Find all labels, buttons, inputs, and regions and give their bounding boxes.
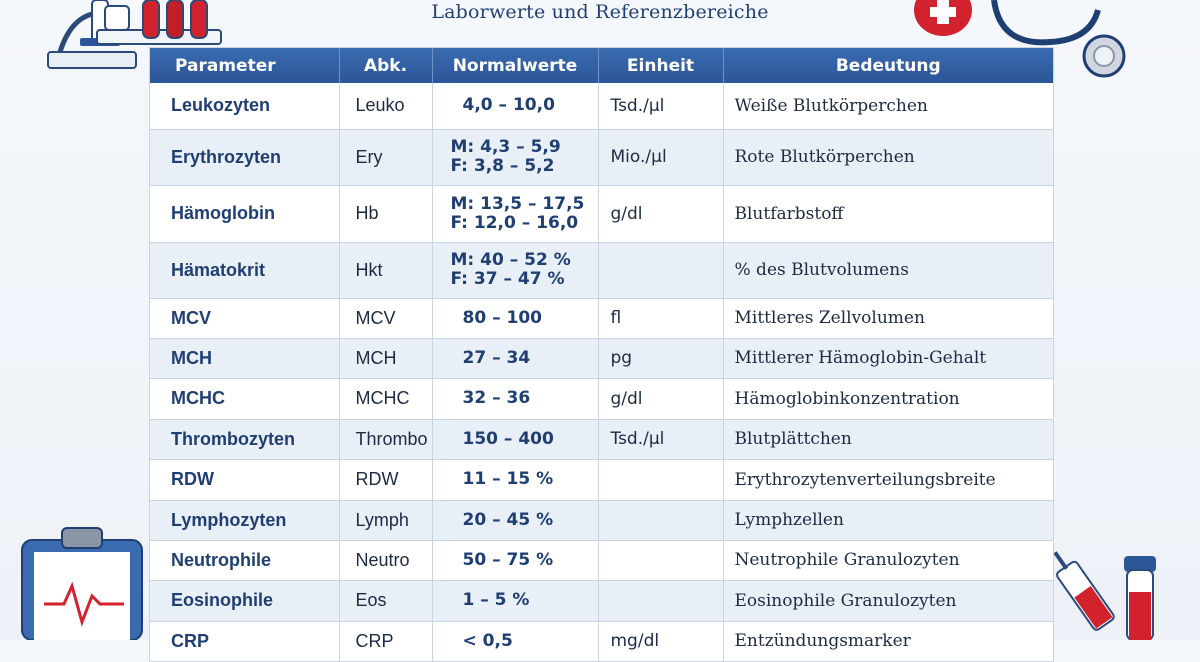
normal-value-line: < 0,5 [462, 630, 513, 651]
cell-normalwerte [432, 83, 598, 129]
table-row [150, 540, 1053, 580]
blood-tube-icon [1118, 556, 1162, 640]
cell-einheit: g/dl [598, 185, 723, 242]
cell-parameter: MCHC [150, 378, 339, 419]
cell-abk: Leuko [339, 83, 432, 129]
normal-value-line: M: 13,5 – 17,5 [450, 193, 585, 214]
table-row [150, 580, 1053, 621]
cell-bedeutung: Lymphzellen [723, 500, 1053, 540]
header-abk: Abk. [339, 48, 432, 83]
cell-einheit [598, 540, 723, 580]
normal-value-line: 11 – 15 % [462, 469, 554, 489]
cell-einheit: g/dl [598, 378, 723, 419]
header-bedeutung: Bedeutung [723, 48, 1053, 83]
cell-abk: MCV [339, 298, 432, 338]
cell-bedeutung: Erythrozytenverteilungsbreite [723, 459, 1053, 500]
cell-normalwerte [432, 242, 598, 298]
table-row [150, 500, 1053, 540]
first-aid-icon [912, 0, 974, 36]
cell-parameter: MCH [150, 338, 339, 378]
normal-value-line: 150 – 400 [462, 428, 554, 449]
header-einheit: Einheit [598, 48, 723, 83]
header-normalwerte: Normalwerte [432, 48, 598, 83]
cell-parameter: Lymphozyten [150, 500, 339, 540]
cell-abk: MCH [339, 338, 432, 378]
page-title: Laborwerte und Referenzbereiche [431, 1, 769, 23]
normal-value-line: F: 3,8 – 5,2 [450, 156, 555, 176]
cell-einheit: Mio./µl [598, 129, 723, 185]
cell-bedeutung: Blutplättchen [723, 419, 1053, 459]
cell-bedeutung: Mittlerer Hämoglobin-Gehalt [723, 338, 1053, 378]
normal-value-line: 32 – 36 [462, 388, 531, 408]
cell-bedeutung: Blutfarbstoff [723, 185, 1053, 242]
cell-bedeutung: Entzündungsmarker [723, 621, 1053, 661]
normal-value-line: M: 4,3 – 5,9 [450, 137, 561, 157]
table-row [150, 459, 1053, 500]
cell-einheit [598, 242, 723, 298]
cell-parameter: Eosinophile [150, 580, 339, 621]
cell-normalwerte [432, 419, 598, 459]
normal-value-line: 50 – 75 % [462, 549, 554, 570]
cell-bedeutung: Hämoglobinkonzentration [723, 378, 1053, 419]
cell-bedeutung: Rote Blutkörperchen [723, 129, 1053, 185]
table-row [150, 298, 1053, 338]
cell-normalwerte [432, 129, 598, 185]
cell-parameter: Hämatokrit [150, 242, 339, 298]
cell-bedeutung: Eosinophile Granulozyten [723, 580, 1053, 621]
cell-abk: Lymph [339, 500, 432, 540]
clipboard-ecg-icon [20, 526, 150, 640]
cell-abk: RDW [339, 459, 432, 500]
table-header-row [150, 48, 1053, 83]
cell-abk: Hb [339, 185, 432, 242]
cell-einheit [598, 580, 723, 621]
cell-bedeutung: % des Blutvolumens [723, 242, 1053, 298]
table-row [150, 378, 1053, 419]
cell-einheit: pg [598, 338, 723, 378]
cell-normalwerte [432, 298, 598, 338]
cell-normalwerte [432, 185, 598, 242]
cell-parameter: Neutrophile [150, 540, 339, 580]
table-row [150, 242, 1053, 298]
normal-value-line: 1 – 5 % [462, 590, 530, 610]
cell-einheit: Tsd./µl [598, 419, 723, 459]
cell-abk: MCHC [339, 378, 432, 419]
cell-parameter: Erythrozyten [150, 129, 339, 185]
cell-bedeutung: Weiße Blutkörperchen [723, 83, 1053, 129]
cell-einheit: Tsd./µl [598, 83, 723, 129]
cell-parameter: MCV [150, 298, 339, 338]
table-row [150, 338, 1053, 378]
cell-bedeutung: Mittleres Zellvolumen [723, 298, 1053, 338]
normal-value-line: 80 – 100 [462, 307, 542, 328]
table-row [150, 129, 1053, 185]
cell-einheit [598, 459, 723, 500]
cell-normalwerte [432, 540, 598, 580]
cell-normalwerte [432, 621, 598, 661]
cell-einheit: fl [598, 298, 723, 338]
table-row [150, 621, 1053, 661]
cell-normalwerte [432, 500, 598, 540]
cell-parameter: CRP [150, 621, 339, 661]
cell-parameter: Hämoglobin [150, 185, 339, 242]
normal-value-line: F: 12,0 – 16,0 [450, 212, 579, 233]
cell-parameter: RDW [150, 459, 339, 500]
normal-value-line: 27 – 34 [462, 347, 531, 368]
cell-normalwerte [432, 459, 598, 500]
table-row [150, 419, 1053, 459]
table-row [150, 185, 1053, 242]
cell-einheit: mg/dl [598, 621, 723, 661]
normal-value-line: 4,0 – 10,0 [462, 95, 555, 116]
cell-abk: CRP [339, 621, 432, 661]
cell-normalwerte [432, 580, 598, 621]
syringe-icon [1040, 540, 1130, 640]
cell-parameter: Leukozyten [150, 83, 339, 129]
normal-value-line: M: 40 – 52 % [450, 250, 571, 270]
cell-abk: Thrombo [339, 419, 432, 459]
cell-abk: Eos [339, 580, 432, 621]
cell-normalwerte [432, 378, 598, 419]
table-row [150, 83, 1053, 129]
cell-abk: Neutro [339, 540, 432, 580]
cell-abk: Ery [339, 129, 432, 185]
cell-bedeutung: Neutrophile Granulozyten [723, 540, 1053, 580]
lab-values-table [150, 48, 1053, 662]
test-tubes-icon [95, 0, 225, 50]
cell-normalwerte [432, 338, 598, 378]
normal-value-line: 20 – 45 % [462, 509, 554, 530]
cell-parameter: Thrombozyten [150, 419, 339, 459]
normal-value-line: F: 37 – 47 % [450, 269, 565, 289]
cell-einheit [598, 500, 723, 540]
cell-abk: Hkt [339, 242, 432, 298]
header-parameter: Parameter [150, 48, 339, 83]
